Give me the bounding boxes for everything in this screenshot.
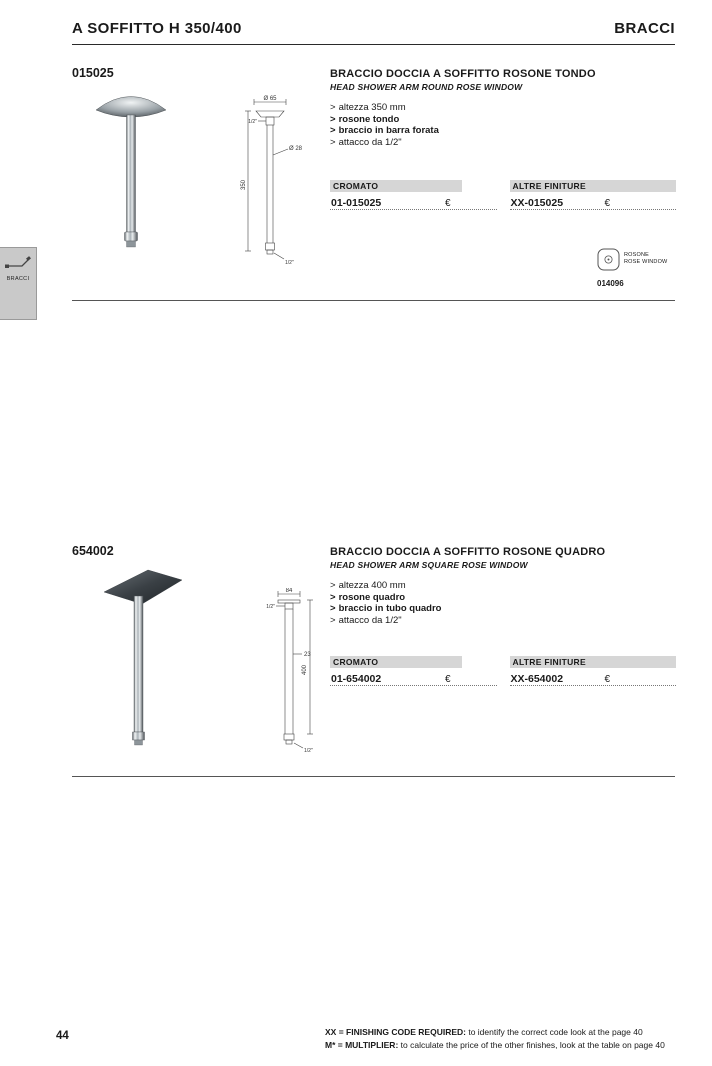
accessory-label-en: ROSE WINDOW [624,258,668,265]
feature-list [330,580,676,626]
rose-window-icon [597,258,620,275]
section-divider [72,300,675,301]
page-header [72,20,675,37]
feature-item [330,125,676,137]
footer-note [325,1026,675,1039]
section-divider [72,776,675,777]
price-column-other-finishes [510,180,677,210]
product-subtitle: HEAD SHOWER ARM SQUARE ROSE WINDOW [330,560,528,570]
footer-note-text: to calculate the price of the other finishes, look at the table on page 40 [398,1039,665,1050]
feature-item [330,580,676,592]
feature-bullet: > [330,113,336,125]
price-header-chrome: CROMATO [330,656,462,668]
feature-text: attacco da 1/2" [338,136,402,148]
price-header-other-finishes: ALTRE FINITURE [510,180,676,192]
product-info [330,68,676,210]
page-number: 44 [56,1030,69,1042]
price-column-other-finishes [510,656,677,686]
feature-bullet: > [330,580,336,591]
product-code: 654002 [72,544,114,558]
product-title: BRACCIO DOCCIA A SOFFITTO ROSONE TONDO [330,68,596,80]
dim-label-connection-bottom: 1/2" [304,748,313,754]
page-title: A SOFFITTO H 350/400 [72,20,242,37]
price-header-other-finishes: ALTRE FINITURE [510,656,676,668]
feature-item [330,603,676,615]
product-subtitle: HEAD SHOWER ARM ROUND ROSE WINDOW [330,82,523,92]
product-photo-square-arm [98,564,186,757]
dim-label-connection-top: 1/2" [248,119,257,125]
feature-bullet: > [330,125,336,136]
feature-bullet: > [330,614,336,626]
feature-text: altezza 400 mm [338,580,406,591]
feature-item [330,102,676,114]
currency-symbol: € [604,674,611,685]
accessory-row [597,248,679,274]
footer-note-label: XX = FINISHING CODE REQUIRED: [325,1027,466,1037]
feature-bullet: > [330,136,336,148]
feature-text: braccio in barra forata [338,125,439,136]
product-section-654002 [0,540,712,782]
price-column-chrome [330,656,497,686]
footer-note-label: M* = MULTIPLIER: [325,1039,399,1050]
feature-text: rosone tondo [338,113,400,125]
dim-label-height: 350 [241,179,247,191]
currency-symbol: € [604,198,611,209]
feature-bullet: > [330,102,336,113]
order-code: 01-015025 [331,197,382,209]
technical-drawing-round-arm [228,95,318,280]
accessory-rose-window [597,248,679,288]
accessory-label-it: ROSONE [624,252,650,258]
dim-label-connection-bottom: 1/2" [285,260,294,266]
feature-list [330,102,676,148]
dim-label-tube-width: 23 [304,652,311,658]
product-title: BRACCIO DOCCIA A SOFFITTO ROSONE QUADRO [330,546,606,558]
price-table [330,656,676,686]
product-section-015025 [0,62,712,306]
footer-note-text: to identify the correct code look at the page 40 [465,1027,643,1037]
price-row [510,668,677,686]
feature-bullet: > [330,591,336,603]
price-header-chrome: CROMATO [330,180,462,192]
footer-note [325,1039,675,1052]
feature-item [330,137,676,149]
header-rule [72,44,675,45]
product-info [330,546,676,686]
price-table [330,180,676,210]
accessory-code: 014096 [597,279,624,288]
product-code: 015025 [72,66,114,80]
sidebar-tab-label: BRACCI [6,276,30,282]
feature-text: rosone quadro [338,591,406,603]
price-row [330,668,497,686]
price-row [510,192,677,210]
feature-text: braccio in tubo quadro [338,603,442,614]
order-code: XX-654002 [510,673,564,685]
order-code: XX-015025 [510,197,564,209]
price-column-chrome [330,180,497,210]
feature-item [330,114,676,126]
currency-symbol: € [445,674,451,685]
dim-label-connection-top: 1/2" [266,604,275,610]
currency-symbol: € [445,198,451,209]
feature-text: altezza 350 mm [338,102,406,113]
feature-bullet: > [330,603,336,614]
feature-item [330,615,676,627]
section-title: BRACCI [614,20,675,37]
price-row [330,192,497,210]
footer-notes [325,1026,675,1051]
feature-item [330,592,676,604]
feature-text: attacco da 1/2" [338,614,402,626]
dim-label-height: 400 [302,664,308,676]
product-photo-round-arm [92,92,170,255]
order-code: 01-654002 [331,673,382,685]
accessory-labels [624,252,667,265]
dim-label-diameter-top: Ø 65 [263,96,277,102]
dim-label-tube-diameter: Ø 28 [289,146,303,152]
technical-drawing-square-arm [248,588,328,763]
dim-label-width-top: 84 [285,588,293,594]
